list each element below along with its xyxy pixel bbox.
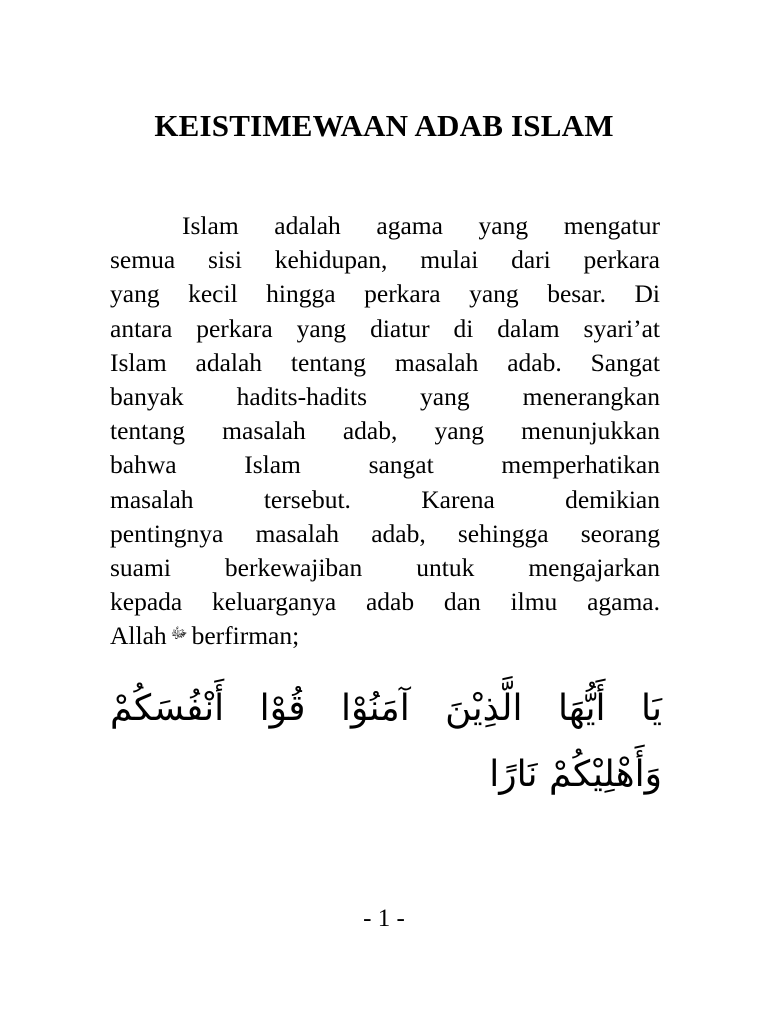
arabic-verse-line-2: وَأَهْلِيْكُمْ نَارًا [489, 754, 662, 795]
paragraph-line-7: tentang masalah adab, yang menunjukkan [110, 416, 660, 446]
berfirman-word: berfirman; [191, 621, 300, 651]
paragraph-line-1-text: Islam adalah agama yang mengatur [182, 211, 660, 240]
paragraph-line-5: Islam adalah tentang masalah adab. Sangat [110, 347, 660, 377]
paragraph-line-3: yang kecil hingga perkara yang besar. Di [110, 279, 660, 309]
paragraph-line-1 [110, 209, 660, 243]
paragraph-line-9: masalah tersebut. Karena demikian [110, 484, 660, 514]
paragraph-line-11: suami berkewajiban untuk mengajarkan [110, 553, 660, 583]
allah-word: Allah [110, 621, 167, 651]
paragraph-line-8: bahwa Islam sangat memperhatikan [110, 450, 660, 480]
paragraph-line-4: antara perkara yang diatur di dalam syari’at [110, 313, 660, 343]
honorific-symbol: ﷻ [170, 624, 188, 643]
paragraph-line-12: kepada keluarganya adab dan ilmu agama. [110, 587, 660, 617]
arabic-verse-line-1: يَا أَيُّهَا الَّذِيْنَ آمَنُوْا قُوْا أَنْفُسَكُمْ [110, 688, 662, 729]
body-paragraph [110, 209, 660, 654]
paragraph-line-6: banyak hadits-hadits yang menerangkan [110, 382, 660, 412]
paragraph-line-2: semua sisi kehidupan, mulai dari perkara [110, 245, 660, 275]
paragraph-line-10: pentingnya masalah adab, sehingga seorang [110, 518, 660, 548]
page-number: - 1 - [363, 905, 405, 932]
arabic-verse [110, 676, 662, 808]
paragraph-line-13 [110, 619, 660, 653]
page-title: KEISTIMEWAAN ADAB ISLAM [154, 108, 614, 143]
